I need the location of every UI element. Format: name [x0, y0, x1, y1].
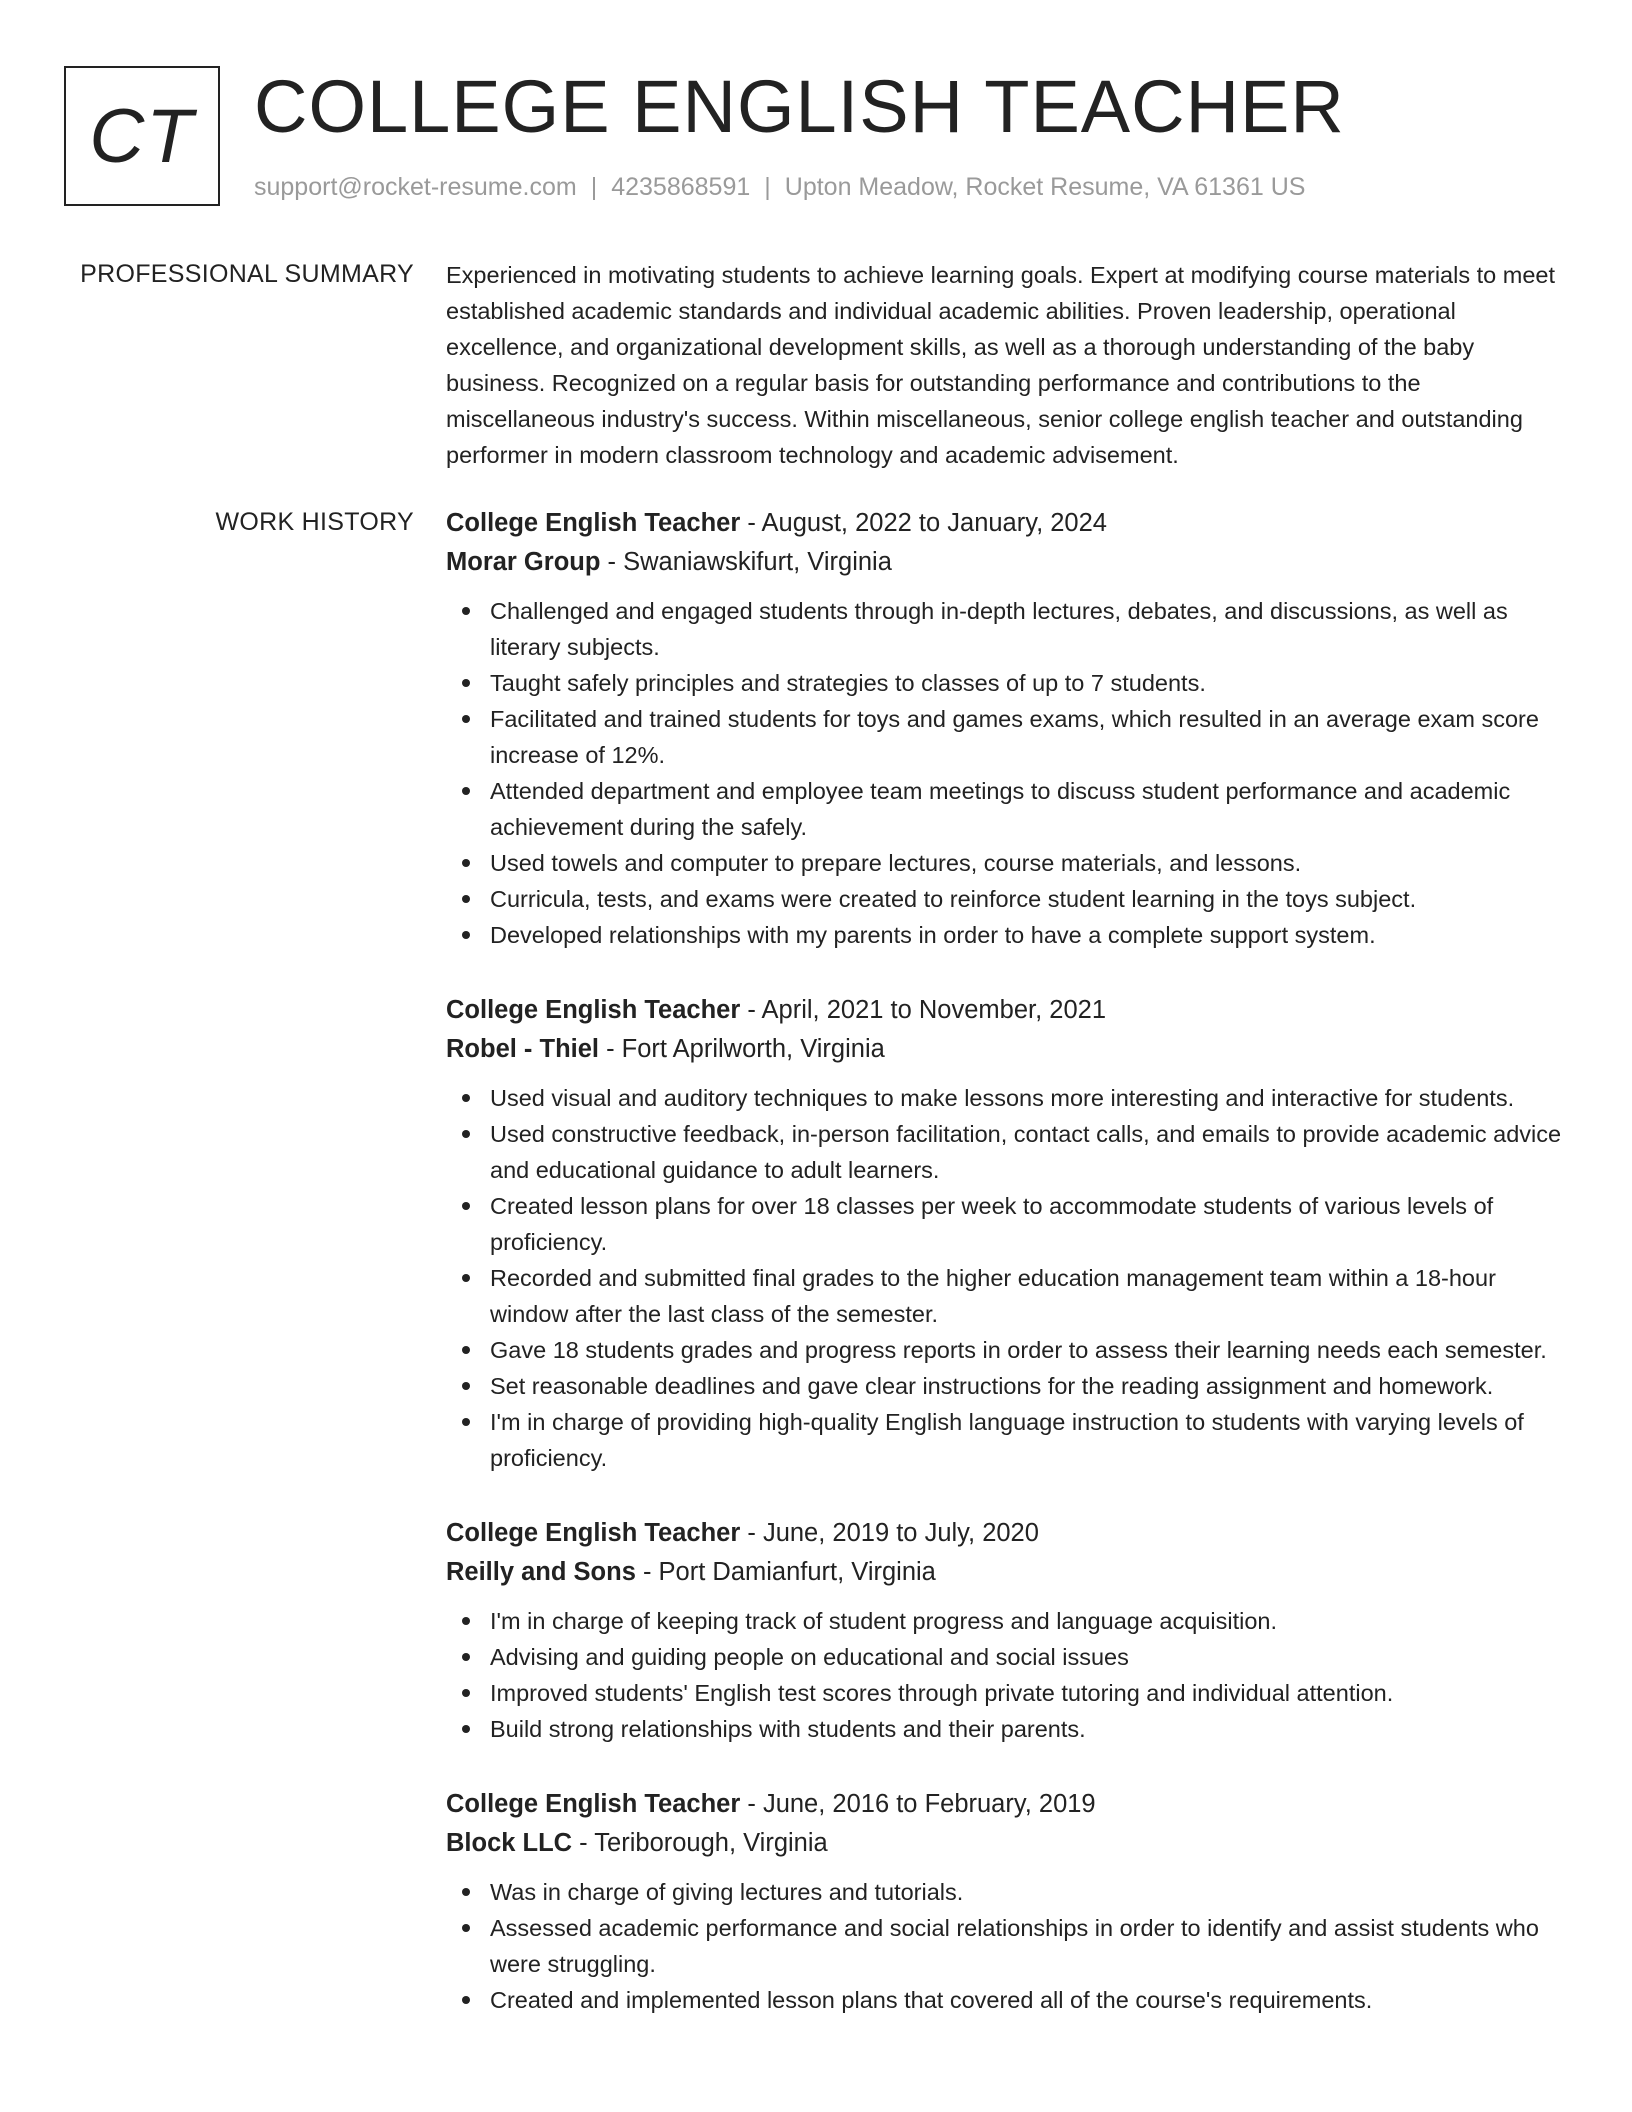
- bullet-icon: [462, 1130, 470, 1138]
- bullet-icon: [462, 715, 470, 723]
- bullet-icon: [462, 1689, 470, 1697]
- list-item: [490, 1332, 1568, 1368]
- list-item: [490, 881, 1568, 917]
- job-company: Robel - Thiel: [446, 1035, 599, 1063]
- bullet-text: Set reasonable deadlines and gave clear instructions for the reading assignment and homework.: [490, 1373, 1494, 1399]
- job-company-line: [446, 543, 1568, 582]
- bullet-icon: [462, 895, 470, 903]
- job-entry: [446, 1514, 1568, 1747]
- bullet-text: Improved students' English test scores through private tutoring and individual attention.: [490, 1680, 1394, 1706]
- bullet-text: Used visual and auditory techniques to make lessons more interesting and interactive for students.: [490, 1085, 1515, 1111]
- job-entry: [446, 504, 1568, 953]
- bullet-icon: [462, 1094, 470, 1102]
- bullet-text: Assessed academic performance and social relationships in order to identify and assist students who were struggling.: [490, 1915, 1539, 1977]
- contact-address: Upton Meadow, Rocket Resume, VA 61361 US: [784, 173, 1306, 201]
- job-bullets: [446, 1603, 1568, 1747]
- work-history-label: WORK HISTORY: [215, 508, 414, 536]
- list-item: [490, 701, 1568, 773]
- list-item: [490, 665, 1568, 701]
- job-location: - Fort Aprilworth, Virginia: [599, 1035, 885, 1063]
- list-item: [490, 1188, 1568, 1260]
- list-item: [490, 1639, 1568, 1675]
- list-item: [490, 1711, 1568, 1747]
- resume-header: [64, 64, 1568, 214]
- list-item: [490, 593, 1568, 665]
- bullet-text: Attended department and employee team meetings to discuss student performance and academic achievement during the safely.: [490, 778, 1511, 840]
- job-bullets: [446, 1874, 1568, 2018]
- list-item: [490, 1260, 1568, 1332]
- job-entry: [446, 991, 1568, 1476]
- list-item: [490, 1368, 1568, 1404]
- summary-label: PROFESSIONAL SUMMARY: [80, 260, 414, 288]
- list-item: [490, 917, 1568, 953]
- bullet-icon: [462, 1382, 470, 1390]
- job-company-line: [446, 1824, 1568, 1863]
- page-title: COLLEGE ENGLISH TEACHER: [254, 65, 1345, 148]
- job-title: College English Teacher: [446, 1519, 741, 1547]
- list-item: [490, 1080, 1568, 1116]
- contact-line: [254, 172, 1305, 202]
- job-dates: - June, 2019 to July, 2020: [740, 1519, 1039, 1547]
- job-title: College English Teacher: [446, 509, 741, 537]
- bullet-text: Gave 18 students grades and progress reports in order to assess their learning needs each semester.: [490, 1337, 1547, 1363]
- bullet-text: I'm in charge of providing high-quality English language instruction to students with varying levels of proficiency.: [490, 1409, 1524, 1471]
- job-title-line: [446, 1514, 1568, 1553]
- job-company: Morar Group: [446, 548, 601, 576]
- bullet-text: Challenged and engaged students through in-depth lectures, debates, and discussions, as well as literary subjects.: [490, 598, 1508, 660]
- bullet-icon: [462, 1725, 470, 1733]
- bullet-text: Advising and guiding people on educational and social issues: [490, 1644, 1129, 1670]
- bullet-text: Curricula, tests, and exams were created to reinforce student learning in the toys subject.: [490, 886, 1417, 912]
- job-title-line: [446, 504, 1568, 543]
- bullet-icon: [462, 679, 470, 687]
- bullet-icon: [462, 1346, 470, 1354]
- bullet-text: Facilitated and trained students for toys and games exams, which resulted in an average exam score increase of 12%.: [490, 706, 1539, 768]
- bullet-text: Created and implemented lesson plans that covered all of the course's requirements.: [490, 1987, 1373, 2013]
- list-item: [490, 1982, 1568, 2018]
- bullet-text: Recorded and submitted final grades to the higher education management team within a 18-hour window after the last class of the semester.: [490, 1265, 1496, 1327]
- job-bullets: [446, 1080, 1568, 1476]
- bullet-icon: [462, 1418, 470, 1426]
- bullet-icon: [462, 1653, 470, 1661]
- bullet-icon: [462, 1996, 470, 2004]
- contact-separator: |: [764, 173, 771, 201]
- bullet-text: Developed relationships with my parents in order to have a complete support system.: [490, 922, 1376, 948]
- bullet-text: Created lesson plans for over 18 classes per week to accommodate students of various levels of proficiency.: [490, 1193, 1494, 1255]
- job-title: College English Teacher: [446, 1790, 741, 1818]
- bullet-icon: [462, 859, 470, 867]
- job-company: Block LLC: [446, 1829, 573, 1857]
- bullet-icon: [462, 1617, 470, 1625]
- bullet-icon: [462, 1888, 470, 1896]
- list-item: [490, 1874, 1568, 1910]
- job-location: - Swaniawskifurt, Virginia: [600, 548, 892, 576]
- bullet-icon: [462, 1202, 470, 1210]
- list-item: [490, 845, 1568, 881]
- list-item: [490, 1910, 1568, 1982]
- bullet-icon: [462, 607, 470, 615]
- job-company-line: [446, 1553, 1568, 1592]
- job-title-line: [446, 1785, 1568, 1824]
- list-item: [490, 1675, 1568, 1711]
- bullet-text: Taught safely principles and strategies to classes of up to 7 students.: [490, 670, 1206, 696]
- work-history-body: [446, 504, 1568, 2056]
- contact-phone: 4235868591: [611, 173, 751, 201]
- list-item: [490, 1116, 1568, 1188]
- bullet-icon: [462, 931, 470, 939]
- job-dates: - August, 2022 to January, 2024: [740, 509, 1107, 537]
- job-bullets: [446, 593, 1568, 953]
- job-location: - Teriborough, Virginia: [572, 1829, 828, 1857]
- job-title: College English Teacher: [446, 996, 741, 1024]
- monogram-badge: CT: [64, 66, 220, 206]
- job-title-line: [446, 991, 1568, 1030]
- summary-body: [446, 257, 1568, 473]
- bullet-icon: [462, 1274, 470, 1282]
- list-item: [490, 1404, 1568, 1476]
- bullet-icon: [462, 787, 470, 795]
- job-dates: - April, 2021 to November, 2021: [740, 996, 1106, 1024]
- bullet-text: Build strong relationships with students and their parents.: [490, 1716, 1086, 1742]
- list-item: [490, 1603, 1568, 1639]
- job-company-line: [446, 1030, 1568, 1069]
- contact-email: support@rocket-resume.com: [254, 173, 577, 201]
- bullet-text: I'm in charge of keeping track of student progress and language acquisition.: [490, 1608, 1277, 1634]
- job-location: - Port Damianfurt, Virginia: [635, 1558, 936, 1586]
- job-dates: - June, 2016 to February, 2019: [740, 1790, 1096, 1818]
- bullet-text: Used towels and computer to prepare lectures, course materials, and lessons.: [490, 850, 1302, 876]
- job-entry: [446, 1785, 1568, 2018]
- list-item: [490, 773, 1568, 845]
- summary-text: Experienced in motivating students to achieve learning goals. Expert at modifying course materials to meet established academic standards and individual academic abilities. Proven leadership, operational excellence, and organizational development skills, as well as a thorough understanding of the baby business. Recognized on a regular basis for outstanding performance and contributions to the miscellaneous industry's success. Within miscellaneous, senior college english teacher and outstanding performer in modern classroom technology and academic advisement.: [446, 262, 1555, 468]
- job-company: Reilly and Sons: [446, 1558, 636, 1586]
- bullet-text: Used constructive feedback, in-person facilitation, contact calls, and emails to provide academic advice and educational guidance to adult learners.: [490, 1121, 1562, 1183]
- contact-separator: |: [590, 173, 598, 201]
- bullet-text: Was in charge of giving lectures and tutorials.: [490, 1879, 964, 1905]
- bullet-icon: [462, 1924, 470, 1932]
